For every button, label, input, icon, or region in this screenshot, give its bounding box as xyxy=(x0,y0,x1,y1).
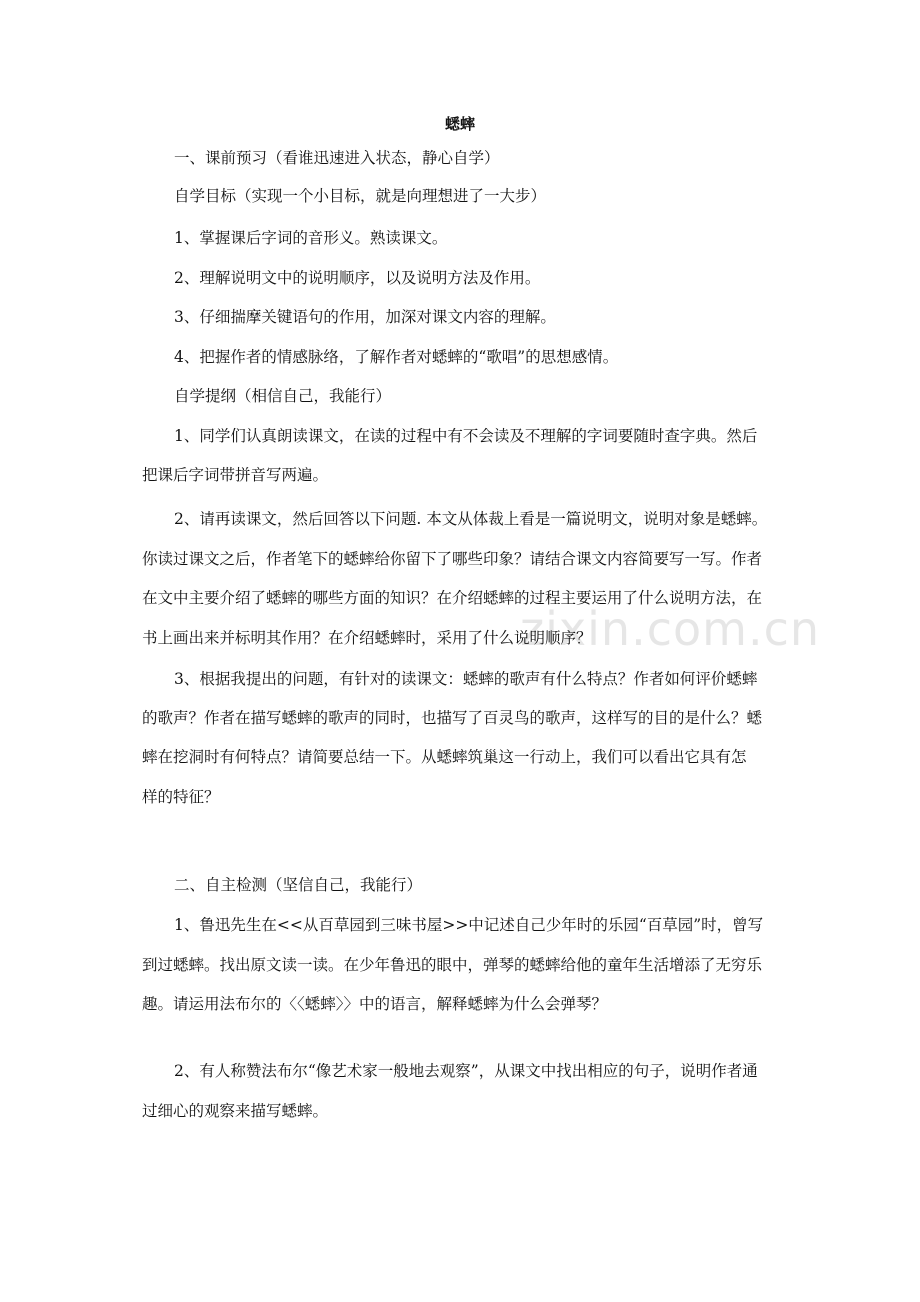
selftest-item-continued: 过细心的观察来描写蟋蟀。 xyxy=(142,1102,329,1120)
section-heading-preview: 一、课前预习（看谁迅速进入状态，静心自学） xyxy=(174,149,500,167)
study-outline-heading: 自学提纲（相信自己，我能行） xyxy=(174,387,392,405)
goal-item: 2、理解说明文中的说明顺序，以及说明方法及作用。 xyxy=(174,269,541,287)
watermark: zixin.com.cn xyxy=(520,602,821,656)
goal-item: 1、掌握课后字词的音形义。熟读课文。 xyxy=(174,229,448,247)
selftest-item: 2、有人称赞法布尔“像艺术家一般地去观察”，从课文中找出相应的句子，说明作者通 xyxy=(174,1062,758,1080)
selftest-item-continued: 到过蟋蟀。找出原文读一读。在少年鲁迅的眼中，弹琴的蟋蟀给他的童年生活增添了无穷乐 xyxy=(142,956,763,974)
outline-item-continued: 把课后字词带拼音写两遍。 xyxy=(142,466,329,484)
outline-item-continued: 在文中主要介绍了蟋蟀的哪些方面的知识？在介绍蟋蟀的过程主要运用了什么说明方法，在 xyxy=(142,589,763,607)
outline-item-continued: 书上画出来并标明其作用？在介绍蟋蟀时，采用了什么说明顺序？ xyxy=(142,629,592,647)
outline-item-continued: 你读过课文之后，作者笔下的蟋蟀给你留下了哪些印象？请结合课文内容简要写一写。作者 xyxy=(142,550,763,568)
goal-item: 4、把握作者的情感脉络，了解作者对蟋蟀的“歌唱”的思想感情。 xyxy=(174,348,619,366)
goal-item: 3、仔细揣摩关键语句的作用，加深对课文内容的理解。 xyxy=(174,308,556,326)
outline-item: 3、根据我提出的问题，有针对的读课文：蟋蟀的歌声有什么特点？作者如何评价蟋蟀 xyxy=(174,670,758,688)
selftest-item: 1、鲁迅先生在<<从百草园到三味书屋>>中记述自己少年时的乐园“百草园”时，曾写 xyxy=(174,916,764,934)
outline-item-continued: 样的特征？ xyxy=(142,788,220,806)
outline-item-continued: 蟀在挖洞时有何特点？请简要总结一下。从蟋蟀筑巢这一行动上，我们可以看出它具有怎 xyxy=(142,748,747,766)
outline-item-continued: 的歌声？作者在描写蟋蟀的歌声的同时，也描写了百灵鸟的歌声，这样写的目的是什么？蟋 xyxy=(142,709,763,727)
study-goals-heading: 自学目标（实现一个小目标，就是向理想进了一大步） xyxy=(174,187,547,205)
outline-item: 1、同学们认真朗读课文，在读的过程中有不会读及不理解的字词要随时查字典。然后 xyxy=(174,427,758,445)
outline-item: 2、请再读课文，然后回答以下问题. 本文从体裁上看是一篇说明文，说明对象是蟋蟀。 xyxy=(174,510,768,528)
document-title: 蟋蟀 xyxy=(444,115,475,133)
section-heading-selftest: 二、自主检测（坚信自己，我能行） xyxy=(174,876,423,894)
selftest-item-continued: 趣。请运用法布尔的〈〈蟋蟀〉〉中的语言，解释蟋蟀为什么会弹琴？ xyxy=(142,995,608,1013)
